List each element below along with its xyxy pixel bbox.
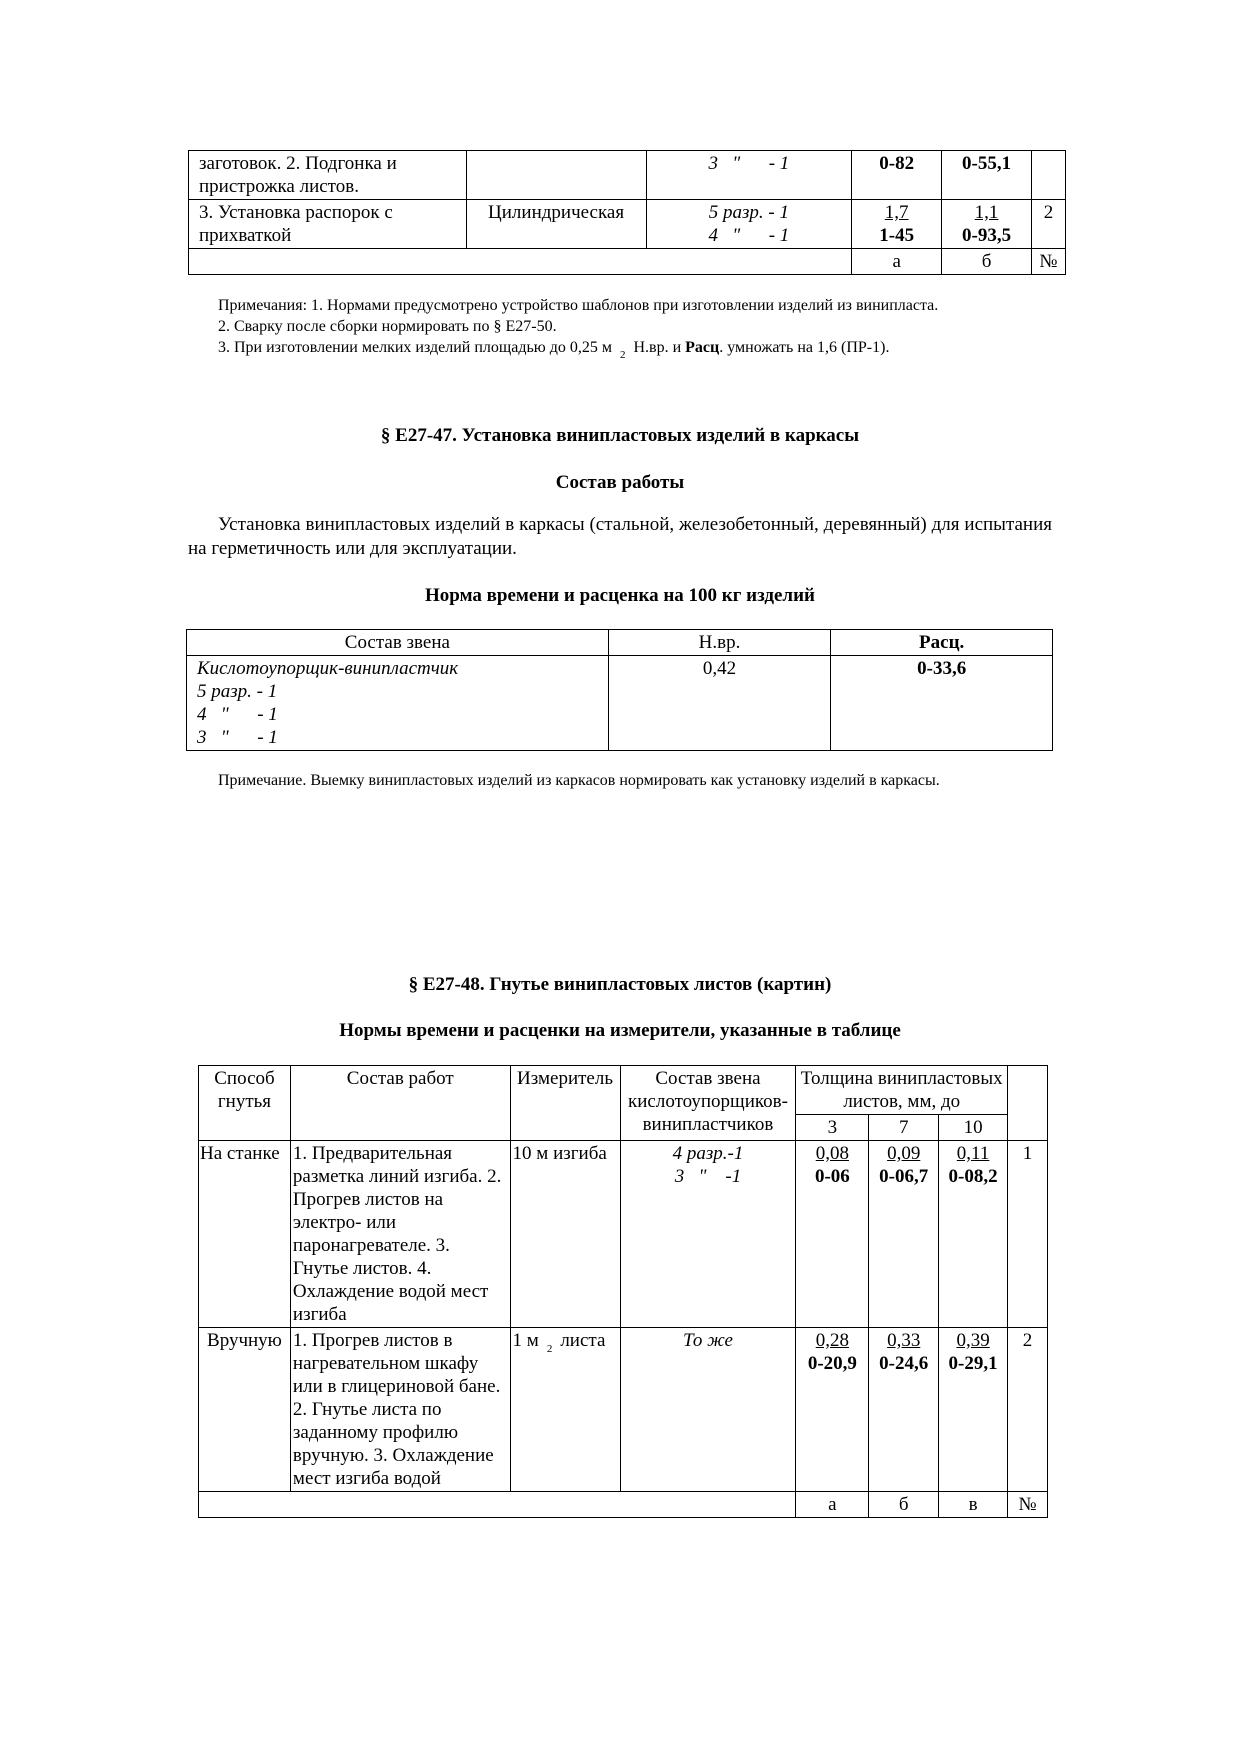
crew-line: 4 разр.-1 xyxy=(672,1143,744,1164)
note-line: Примечание. Выемку винипластовых изделий из каркасов нормировать как установку изделий в каркасы. xyxy=(218,772,940,789)
row-number: 2 xyxy=(1008,1328,1048,1492)
unit-cell xyxy=(510,1328,620,1492)
unit-text: листа xyxy=(560,1330,606,1351)
column-letter-b: б xyxy=(869,1492,939,1518)
header-number-empty xyxy=(1008,1066,1048,1141)
rate-value: 0-29,1 xyxy=(948,1353,998,1374)
table-header-row xyxy=(199,1066,1048,1115)
norm-cell: 0,42 xyxy=(608,656,831,751)
crew-cell xyxy=(646,200,852,249)
unit-text: 1 м xyxy=(512,1330,539,1351)
note-line xyxy=(188,337,1052,360)
header-rate: Расц. xyxy=(831,630,1053,656)
shape-cell: Цилиндрическая xyxy=(466,200,646,249)
shape-cell xyxy=(466,151,646,200)
rate-value: 0-08,2 xyxy=(948,1166,998,1187)
notes-e27-46 xyxy=(188,295,1052,360)
header-work: Состав работ xyxy=(290,1066,510,1141)
norm-rate-cell-b xyxy=(942,200,1032,249)
header-thickness: Толщина винипластовых листов, мм, до xyxy=(796,1066,1008,1115)
rate-cell-b: 0-55,1 xyxy=(942,151,1032,200)
rate-value: 0-06 xyxy=(814,1166,850,1187)
unit-cell: 10 м изгиба xyxy=(510,1141,620,1328)
column-letter-v: в xyxy=(939,1492,1008,1518)
crew-line: 5 разр. - 1 xyxy=(708,202,790,223)
norm-value: 0,08 xyxy=(815,1143,849,1164)
section-subtitle-norms: Нормы времени и расценки на измерители, указанные в таблице xyxy=(339,1020,901,1041)
column-letter-a: а xyxy=(796,1492,869,1518)
header-norm: Н.вр. xyxy=(608,630,831,656)
note-text: . умножать на 1,6 (ПР-1). xyxy=(719,339,890,356)
rate-value: 0-93,5 xyxy=(962,225,1012,246)
section-subtitle-work: Состав работы xyxy=(555,472,685,493)
section-title-e27-47: § Е27-47. Установка винипластовых изделий в каркасы xyxy=(380,425,860,446)
crew-cell: То же xyxy=(620,1328,796,1492)
rate-value: 0-24,6 xyxy=(879,1353,929,1374)
footer-empty-cell xyxy=(189,249,852,275)
table-row xyxy=(187,656,1053,751)
norm-value: 0,11 xyxy=(956,1143,990,1164)
norm-value: 0,28 xyxy=(815,1330,849,1351)
table-footer-row xyxy=(199,1492,1048,1518)
rate-cell-a: 0-82 xyxy=(852,151,942,200)
column-number-sign: № xyxy=(1031,249,1065,275)
section-title-e27-48: § Е27-48. Гнутье винипластовых листов (картин) xyxy=(408,974,832,995)
norm-value: 1,7 xyxy=(884,202,909,223)
note-text: 3. При изготовлении мелких изделий площадью до 0,25 м xyxy=(218,339,612,356)
table-e27-47 xyxy=(186,629,1053,751)
table-header-row xyxy=(187,630,1053,656)
note-e27-47 xyxy=(188,770,1052,791)
column-number-sign: № xyxy=(1008,1492,1048,1518)
crew-line: 4 " - 1 xyxy=(197,704,278,725)
rate-value: 0-20,9 xyxy=(807,1353,857,1374)
header-method: Способ гнутья xyxy=(199,1066,291,1141)
table-e27-48 xyxy=(198,1065,1048,1518)
note-line: 2. Сварку после сборки нормировать по § Е27-50. xyxy=(218,318,557,335)
table-footer-row xyxy=(189,249,1066,275)
norm-rate-cell-c xyxy=(939,1141,1008,1328)
table-row xyxy=(199,1328,1048,1492)
header-thickness-10: 10 xyxy=(939,1115,1008,1141)
table-row xyxy=(189,151,1066,200)
crew-line: 3 " - 1 xyxy=(197,727,278,748)
header-thickness-7: 7 xyxy=(869,1115,939,1141)
norm-value: 1,1 xyxy=(974,202,999,223)
row-number: 1 xyxy=(1008,1141,1048,1328)
norm-value: 0,33 xyxy=(887,1330,921,1351)
superscript-2: 2 xyxy=(546,1343,553,1355)
header-thickness-3: 3 xyxy=(796,1115,869,1141)
row-number: 2 xyxy=(1031,200,1065,249)
note-text: Н.вр. и xyxy=(633,339,682,356)
norm-rate-cell-b xyxy=(869,1141,939,1328)
header-crew: Состав звена кислотоупорщиков-винипластчиков xyxy=(620,1066,796,1141)
section-description: Установка винипластовых изделий в каркасы (стальной, железобетонный, деревянный) для испытания на герметичность или для эксплуатации. xyxy=(188,514,1052,559)
header-crew: Состав звена xyxy=(187,630,609,656)
method-cell: На станке xyxy=(199,1141,291,1328)
rate-cell: 0-33,6 xyxy=(831,656,1053,751)
footer-empty-cell xyxy=(199,1492,796,1518)
crew-line: 3 " -1 xyxy=(674,1166,742,1187)
crew-cell xyxy=(187,656,609,751)
rate-value: 1-45 xyxy=(879,225,915,246)
note-bold-text: Расц xyxy=(685,339,720,356)
work-cell: 3. Установка распорок с прихваткой xyxy=(189,200,467,249)
crew-cell xyxy=(620,1141,796,1328)
header-unit: Измеритель xyxy=(510,1066,620,1141)
norm-rate-cell-c xyxy=(939,1328,1008,1492)
norm-rate-cell-a xyxy=(796,1328,869,1492)
crew-line: Кислотоупорщик-винипластчик xyxy=(197,658,459,679)
crew-line: 5 разр. - 1 xyxy=(197,681,278,702)
norm-title: Норма времени и расценка на 100 кг изделий xyxy=(425,585,815,606)
table-e27-46-continuation xyxy=(188,150,1066,275)
crew-line: 4 " - 1 xyxy=(708,225,790,246)
superscript-2: 2 xyxy=(619,349,626,361)
column-letter-b: б xyxy=(942,249,1032,275)
norm-value: 0,09 xyxy=(887,1143,921,1164)
work-cell: 1. Прогрев листов в нагревательном шкафу или в глицериновой бане. 2. Гнутье листа по заданному профилю вручную. 3. Охлаждение мест изгиба водой xyxy=(290,1328,510,1492)
row-number xyxy=(1031,151,1065,200)
method-cell: Вручную xyxy=(199,1328,291,1492)
norm-rate-cell-a xyxy=(796,1141,869,1328)
table-row xyxy=(189,200,1066,249)
note-line: Примечания: 1. Нормами предусмотрено устройство шаблонов при изготовлении изделий из винипласта. xyxy=(218,297,939,314)
table-row xyxy=(199,1141,1048,1328)
rate-value: 0-06,7 xyxy=(879,1166,929,1187)
norm-rate-cell-a xyxy=(852,200,942,249)
crew-cell: 3 " - 1 xyxy=(646,151,852,200)
norm-value: 0,39 xyxy=(956,1330,990,1351)
norm-rate-cell-b xyxy=(869,1328,939,1492)
work-cell: заготовок. 2. Подгонка и пристрожка листов. xyxy=(189,151,467,200)
column-letter-a: а xyxy=(852,249,942,275)
work-cell: 1. Предварительная разметка линий изгиба. 2. Прогрев листов на электро- или паронагревателе. 3. Гнутье листов. 4. Охлаждение водой мест изгиба xyxy=(290,1141,510,1328)
